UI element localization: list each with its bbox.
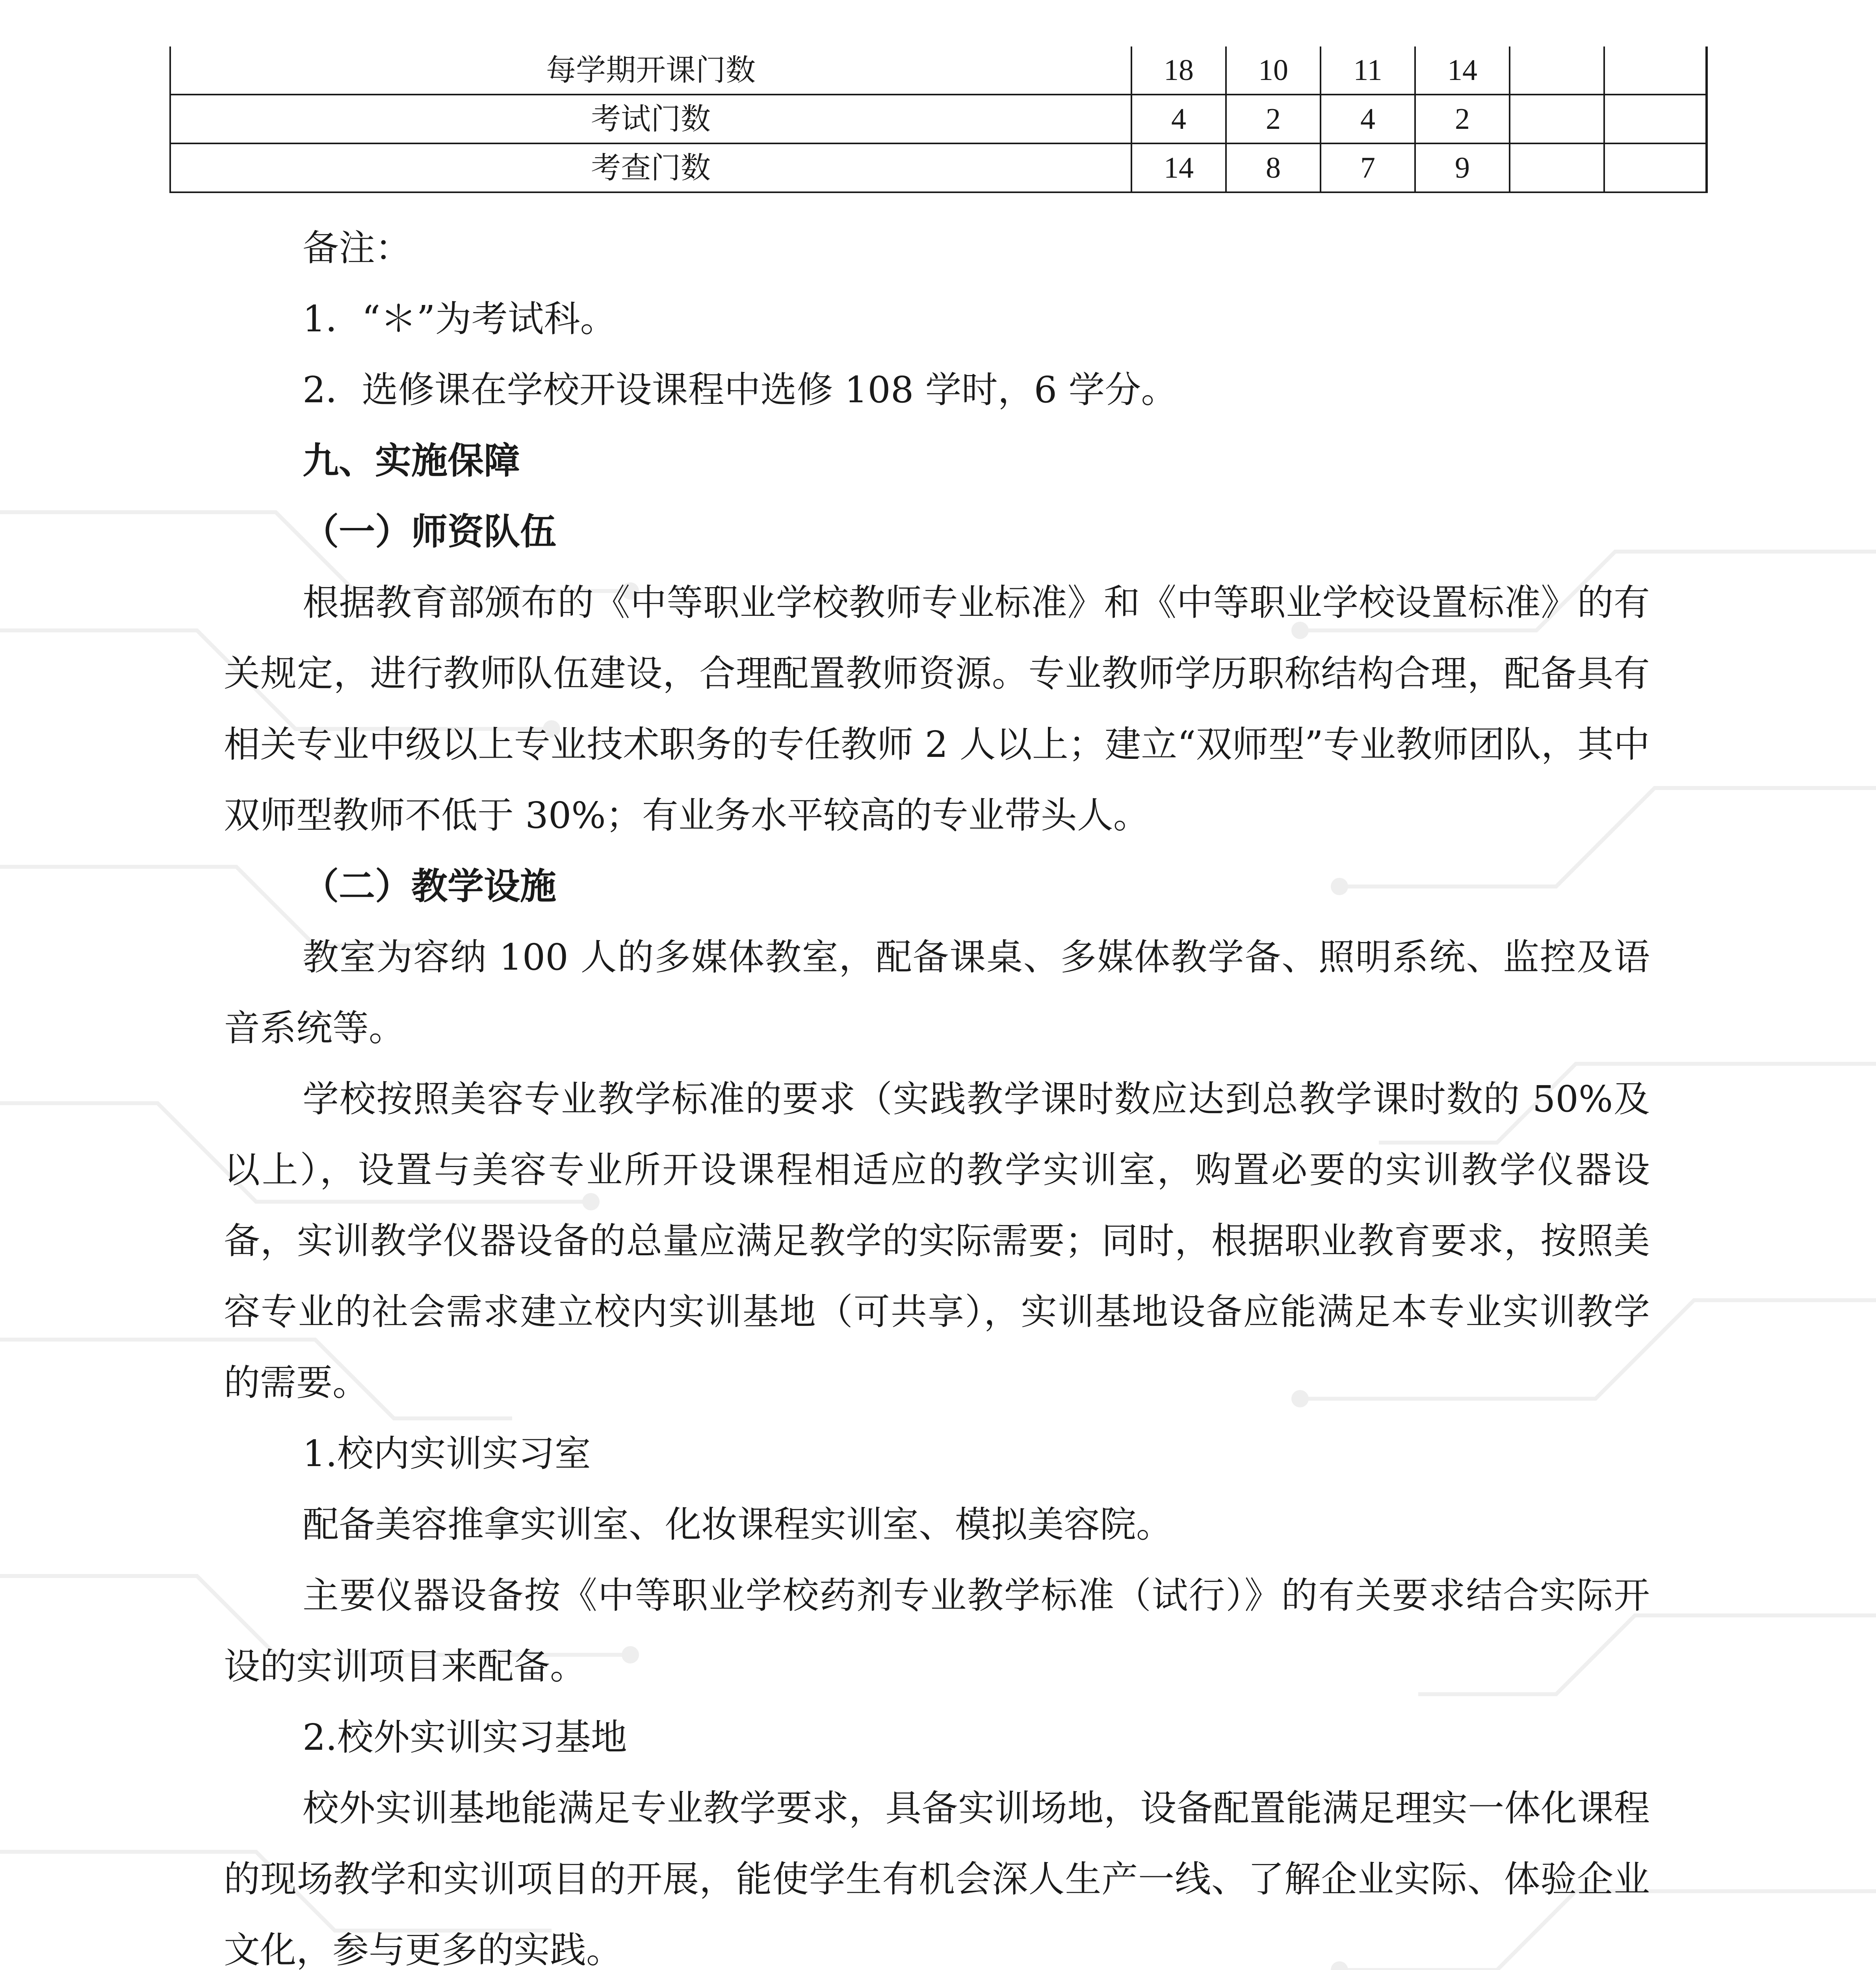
- row-label: 考查门数: [170, 143, 1131, 192]
- table-row: [170, 46, 1707, 95]
- row-label: 每学期开课门数: [170, 46, 1131, 95]
- section-heading: 九、实施保障: [303, 440, 520, 482]
- table-cell: [1510, 143, 1604, 192]
- notes-title: 备注：: [303, 227, 412, 269]
- table-cell: 14: [1415, 46, 1510, 95]
- table-cell: 4: [1131, 95, 1226, 143]
- table-cell: [1510, 46, 1604, 95]
- table-cell: 11: [1321, 46, 1415, 95]
- table-cell: 10: [1226, 46, 1321, 95]
- row-label: 考试门数: [170, 95, 1131, 143]
- subsection-heading: （二）教学设施: [303, 865, 557, 907]
- list-item-title: 2.校外实训实习基地: [303, 1716, 627, 1758]
- course-count-table: [169, 46, 1708, 193]
- list-item-title: 1.校内实训实习室: [303, 1433, 591, 1475]
- table-cell: 9: [1415, 143, 1510, 192]
- note-item: 2．选修课在学校开设课程中选修 108 学时，6 学分。: [303, 369, 1178, 411]
- table-cell: [1604, 46, 1707, 95]
- table-cell: 18: [1131, 46, 1226, 95]
- paragraph: 学校按照美容专业教学标准的要求（实践教学课时数应达到总教学课时数的 50%及以上），设置与美容专业所开设课程相适应的教学实训室，购置必要的实训教学仪器设备，实训教学仪器设备的总量应满足教学的实际需要；同时，根据职业教育要求，按照美容专业的社会需求建立校内实训基地（可共享），实训基地设备应能满足本专业实训教学的需要。: [224, 1078, 1650, 1404]
- note-item: 1．“＊”为考试科。: [303, 298, 617, 340]
- paragraph: 配备美容推拿实训室、化妆课程实训室、模拟美容院。: [303, 1504, 1173, 1546]
- table-cell: 2: [1415, 95, 1510, 143]
- body-text: [224, 213, 1650, 1970]
- table-cell: 7: [1321, 143, 1415, 192]
- table-cell: [1604, 143, 1707, 192]
- paragraph: 根据教育部颁布的《中等职业学校教师专业标准》和《中等职业学校设置标准》的有关规定，进行教师队伍建设，合理配置教师资源。专业教师学历职称结构合理，配备具有相关专业中级以上专业技术职务的专任教师 2 人以上；建立“双师型”专业教师团队，其中双师型教师不低于 30%；有业务水平较高的专业带头人。: [224, 582, 1650, 836]
- paragraph: 校外实训基地能满足专业教学要求，具备实训场地，设备配置能满足理实一体化课程的现场教学和实训项目的开展，能使学生有机会深人生产一线、了解企业实际、体验企业文化，参与更多的实践。: [224, 1787, 1650, 1970]
- paragraph: 教室为容纳 100 人的多媒体教室，配备课桌、多媒体教学备、照明系统、监控及语音系统等。: [224, 936, 1650, 1049]
- paragraph: 主要仪器设备按《中等职业学校药剂专业教学标准（试行）》的有关要求结合实际开设的实训项目来配备。: [224, 1574, 1650, 1688]
- table-cell: [1604, 95, 1707, 143]
- table-cell: 4: [1321, 95, 1415, 143]
- table-cell: [1510, 95, 1604, 143]
- table-cell: 14: [1131, 143, 1226, 192]
- table-cell: 2: [1226, 95, 1321, 143]
- table-row: [170, 95, 1707, 143]
- subsection-heading: （一）师资队伍: [303, 511, 557, 553]
- table-row: [170, 143, 1707, 192]
- table-cell: 8: [1226, 143, 1321, 192]
